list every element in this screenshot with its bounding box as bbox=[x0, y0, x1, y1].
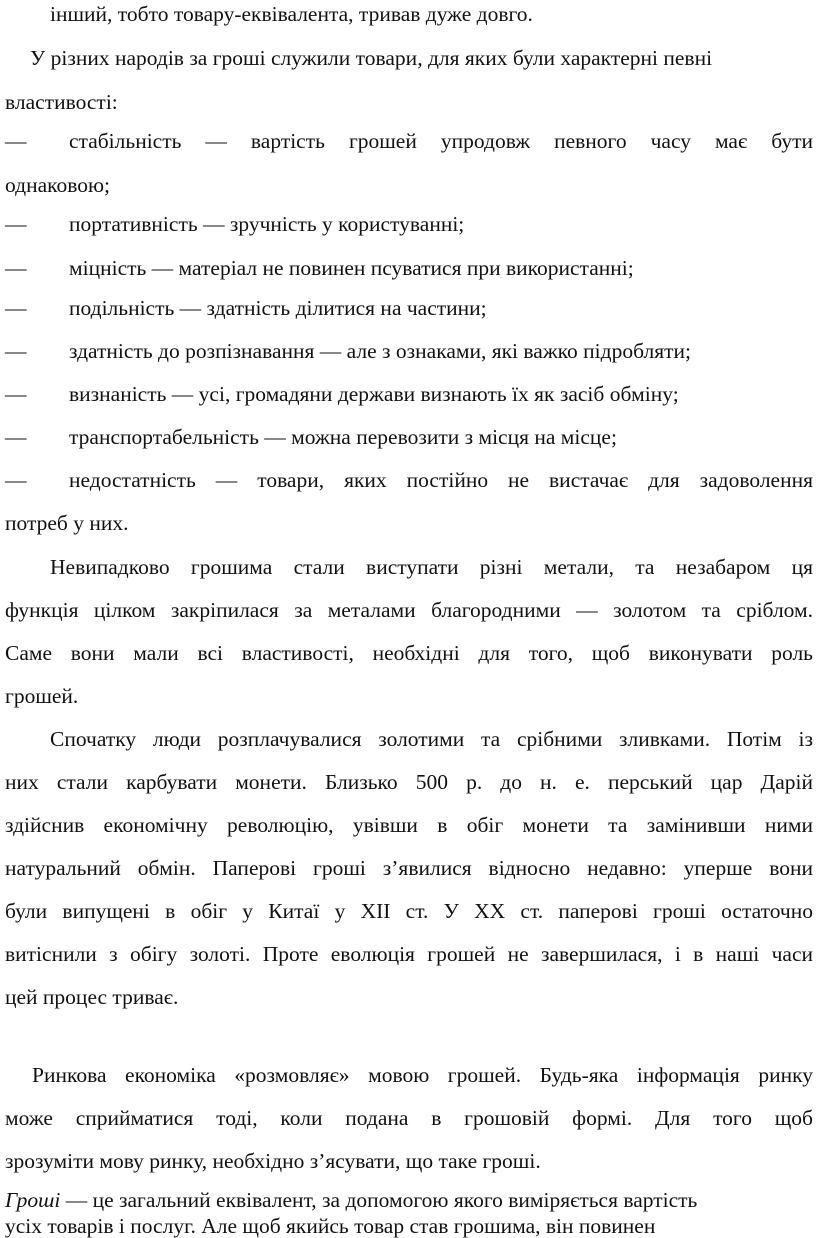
text-line: Спочатку люди розплачувалися золотими та срібними зливками. Потім із bbox=[50, 727, 813, 751]
text-line: були випущені в обіг у Китаї у XII ст. У XX ст. паперові гроші остаточно bbox=[5, 899, 813, 923]
text-line: здійснив економічну революцію, увівши в обіг монети та замінивши ними bbox=[5, 813, 813, 837]
text-line: може сприйматися тоді, коли подана в грошовій формі. Для того щоб bbox=[5, 1106, 813, 1130]
list-item-continuation: потреб у них. bbox=[5, 511, 129, 535]
dash-marker: — bbox=[5, 212, 27, 236]
list-item-text: портативність — зручність у користуванні; bbox=[69, 212, 465, 236]
list-item-text: недостатність — товари, яких постійно не вистачає для задоволення bbox=[69, 468, 813, 492]
definition-text: — це загальний еквівалент, за допомогою якого виміряється вартість bbox=[60, 1188, 698, 1212]
list-item-text: подільність — здатність ділитися на частини; bbox=[69, 296, 487, 320]
text-line: Невипадково грошима стали виступати різні метали, та незабаром ця bbox=[50, 555, 813, 579]
list-item-text: здатність до розпізнавання — але з ознаками, які важко підробляти; bbox=[69, 339, 691, 363]
text-line: усіх товарів і послуг. Але щоб якийсь товар став грошима, він повинен bbox=[5, 1214, 656, 1238]
definition-line bbox=[5, 1190, 697, 1212]
defined-term: Гроші bbox=[5, 1188, 61, 1212]
dash-marker: — bbox=[5, 468, 27, 492]
dash-marker: — bbox=[5, 382, 27, 406]
list-item-text: стабільність — вартість грошей упродовж певного часу має бути bbox=[69, 129, 813, 153]
text-line: натуральний обмін. Паперові гроші з’явилися відносно недавно: уперше вони bbox=[5, 856, 813, 880]
text-line: У різних народів за гроші служили товари, для яких були характерні певні bbox=[30, 46, 713, 70]
text-line: грошей. bbox=[5, 684, 79, 708]
dash-marker: — bbox=[5, 256, 27, 280]
list-item-text: визнаність — усі, громадяни держави визнають їх як засіб обміну; bbox=[69, 382, 679, 406]
text-line: функція цілком закріпилася за металами благородними — золотом та сріблом. bbox=[5, 598, 813, 622]
text-line: інший, тобто товару-еквівалента, тривав дуже довго. bbox=[50, 2, 533, 26]
text-line: Ринкова економіка «розмовляє» мовою грошей. Будь-яка інформація ринку bbox=[32, 1063, 813, 1087]
dash-marker: — bbox=[5, 129, 27, 153]
text-line: витіснили з обігу золоті. Проте еволюція грошей не завершилася, і в наші часи bbox=[5, 942, 813, 966]
text-line: Саме вони мали всі властивості, необхідні для того, щоб виконувати роль bbox=[5, 641, 813, 665]
list-item-text: міцність — матеріал не повинен псуватися при використанні; bbox=[69, 256, 634, 280]
text-line: зрозуміти мову ринку, необхідно з’ясувати, що таке гроші. bbox=[5, 1149, 541, 1173]
text-line: цей процес триває. bbox=[5, 985, 179, 1009]
dash-marker: — bbox=[5, 339, 27, 363]
text-line: них стали карбувати монети. Близько 500 р. до н. е. перський цар Дарій bbox=[5, 770, 813, 794]
list-item-text: транспортабельність — можна перевозити з місця на місце; bbox=[69, 425, 617, 449]
text-line: властивості: bbox=[5, 90, 118, 114]
dash-marker: — bbox=[5, 296, 27, 320]
list-item-continuation: однаковою; bbox=[5, 173, 111, 197]
dash-marker: — bbox=[5, 425, 27, 449]
